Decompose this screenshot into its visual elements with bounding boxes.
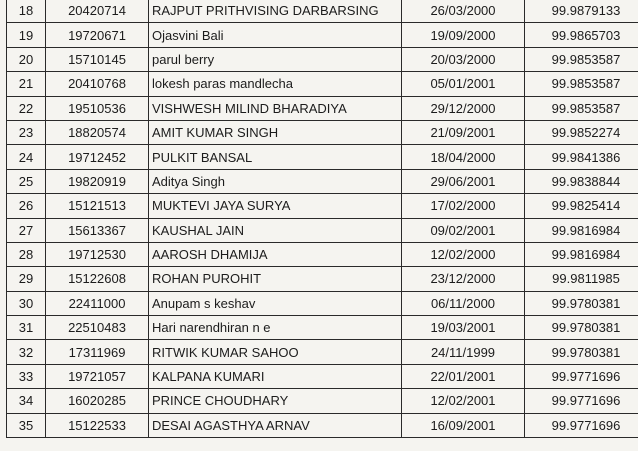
candidate-name-cell: DESAI AGASTHYA ARNAV <box>149 413 402 437</box>
date-of-birth-cell: 20/03/2000 <box>402 47 525 71</box>
roll-number-cell: 19720671 <box>46 23 149 47</box>
rank-cell: 28 <box>7 242 46 266</box>
date-of-birth-cell: 05/01/2001 <box>402 72 525 96</box>
roll-number-cell: 15122533 <box>46 413 149 437</box>
results-table-body <box>7 0 638 438</box>
candidate-name-cell: PULKIT BANSAL <box>149 145 402 169</box>
percentile-cell: 99.9838844 <box>525 169 638 193</box>
date-of-birth-cell: 17/02/2000 <box>402 194 525 218</box>
rank-cell: 18 <box>7 0 46 23</box>
date-of-birth-cell: 23/12/2000 <box>402 267 525 291</box>
candidate-name-cell: KAUSHAL JAIN <box>149 218 402 242</box>
percentile-cell: 99.9780381 <box>525 340 638 364</box>
roll-number-cell: 19712452 <box>46 145 149 169</box>
rank-cell: 27 <box>7 218 46 242</box>
rank-cell: 20 <box>7 47 46 71</box>
table-row <box>7 389 638 413</box>
percentile-cell: 99.9771696 <box>525 389 638 413</box>
percentile-cell: 99.9780381 <box>525 316 638 340</box>
candidate-name-cell: lokesh paras mandlecha <box>149 72 402 96</box>
results-table <box>6 0 638 438</box>
rank-cell: 25 <box>7 169 46 193</box>
date-of-birth-cell: 19/03/2001 <box>402 316 525 340</box>
date-of-birth-cell: 24/11/1999 <box>402 340 525 364</box>
date-of-birth-cell: 29/12/2000 <box>402 96 525 120</box>
roll-number-cell: 20420714 <box>46 0 149 23</box>
rank-cell: 19 <box>7 23 46 47</box>
table-row <box>7 291 638 315</box>
candidate-name-cell: RAJPUT PRITHVISING DARBARSING <box>149 0 402 23</box>
percentile-cell: 99.9852274 <box>525 120 638 144</box>
percentile-cell: 99.9853587 <box>525 47 638 71</box>
table-row <box>7 194 638 218</box>
roll-number-cell: 15710145 <box>46 47 149 71</box>
roll-number-cell: 17311969 <box>46 340 149 364</box>
percentile-cell: 99.9865703 <box>525 23 638 47</box>
table-row <box>7 340 638 364</box>
roll-number-cell: 19721057 <box>46 364 149 388</box>
date-of-birth-cell: 26/03/2000 <box>402 0 525 23</box>
roll-number-cell: 19510536 <box>46 96 149 120</box>
date-of-birth-cell: 18/04/2000 <box>402 145 525 169</box>
candidate-name-cell: PRINCE CHOUDHARY <box>149 389 402 413</box>
table-row <box>7 72 638 96</box>
rank-cell: 31 <box>7 316 46 340</box>
rank-cell: 24 <box>7 145 46 169</box>
table-row <box>7 145 638 169</box>
candidate-name-cell: AMIT KUMAR SINGH <box>149 120 402 144</box>
percentile-cell: 99.9853587 <box>525 96 638 120</box>
percentile-cell: 99.9825414 <box>525 194 638 218</box>
candidate-name-cell: RITWIK KUMAR SAHOO <box>149 340 402 364</box>
candidate-name-cell: parul berry <box>149 47 402 71</box>
percentile-cell: 99.9771696 <box>525 364 638 388</box>
date-of-birth-cell: 21/09/2001 <box>402 120 525 144</box>
candidate-name-cell: KALPANA KUMARI <box>149 364 402 388</box>
candidate-name-cell: AAROSH DHAMIJA <box>149 242 402 266</box>
roll-number-cell: 19712530 <box>46 242 149 266</box>
table-row <box>7 218 638 242</box>
roll-number-cell: 15121513 <box>46 194 149 218</box>
roll-number-cell: 18820574 <box>46 120 149 144</box>
table-row <box>7 120 638 144</box>
rank-cell: 32 <box>7 340 46 364</box>
table-row <box>7 267 638 291</box>
roll-number-cell: 15613367 <box>46 218 149 242</box>
table-row <box>7 364 638 388</box>
percentile-cell: 99.9841386 <box>525 145 638 169</box>
percentile-cell: 99.9780381 <box>525 291 638 315</box>
roll-number-cell: 20410768 <box>46 72 149 96</box>
candidate-name-cell: Anupam s keshav <box>149 291 402 315</box>
date-of-birth-cell: 16/09/2001 <box>402 413 525 437</box>
rank-cell: 35 <box>7 413 46 437</box>
rank-cell: 34 <box>7 389 46 413</box>
table-row <box>7 316 638 340</box>
date-of-birth-cell: 12/02/2000 <box>402 242 525 266</box>
table-row <box>7 23 638 47</box>
rank-cell: 23 <box>7 120 46 144</box>
roll-number-cell: 16020285 <box>46 389 149 413</box>
percentile-cell: 99.9816984 <box>525 242 638 266</box>
table-row <box>7 169 638 193</box>
table-row <box>7 0 638 23</box>
percentile-cell: 99.9853587 <box>525 72 638 96</box>
date-of-birth-cell: 19/09/2000 <box>402 23 525 47</box>
percentile-cell: 99.9816984 <box>525 218 638 242</box>
date-of-birth-cell: 09/02/2001 <box>402 218 525 242</box>
table-row <box>7 96 638 120</box>
date-of-birth-cell: 12/02/2001 <box>402 389 525 413</box>
roll-number-cell: 15122608 <box>46 267 149 291</box>
roll-number-cell: 22510483 <box>46 316 149 340</box>
rank-cell: 26 <box>7 194 46 218</box>
percentile-cell: 99.9811985 <box>525 267 638 291</box>
rank-cell: 30 <box>7 291 46 315</box>
candidate-name-cell: Ojasvini Bali <box>149 23 402 47</box>
candidate-name-cell: Hari narendhiran n e <box>149 316 402 340</box>
rank-cell: 21 <box>7 72 46 96</box>
candidate-name-cell: MUKTEVI JAYA SURYA <box>149 194 402 218</box>
candidate-name-cell: VISHWESH MILIND BHARADIYA <box>149 96 402 120</box>
date-of-birth-cell: 29/06/2001 <box>402 169 525 193</box>
rank-cell: 29 <box>7 267 46 291</box>
date-of-birth-cell: 22/01/2001 <box>402 364 525 388</box>
roll-number-cell: 22411000 <box>46 291 149 315</box>
rank-cell: 22 <box>7 96 46 120</box>
candidate-name-cell: Aditya Singh <box>149 169 402 193</box>
date-of-birth-cell: 06/11/2000 <box>402 291 525 315</box>
table-row <box>7 413 638 437</box>
table-row <box>7 47 638 71</box>
percentile-cell: 99.9879133 <box>525 0 638 23</box>
candidate-name-cell: ROHAN PUROHIT <box>149 267 402 291</box>
percentile-cell: 99.9771696 <box>525 413 638 437</box>
roll-number-cell: 19820919 <box>46 169 149 193</box>
table-row <box>7 242 638 266</box>
rank-cell: 33 <box>7 364 46 388</box>
